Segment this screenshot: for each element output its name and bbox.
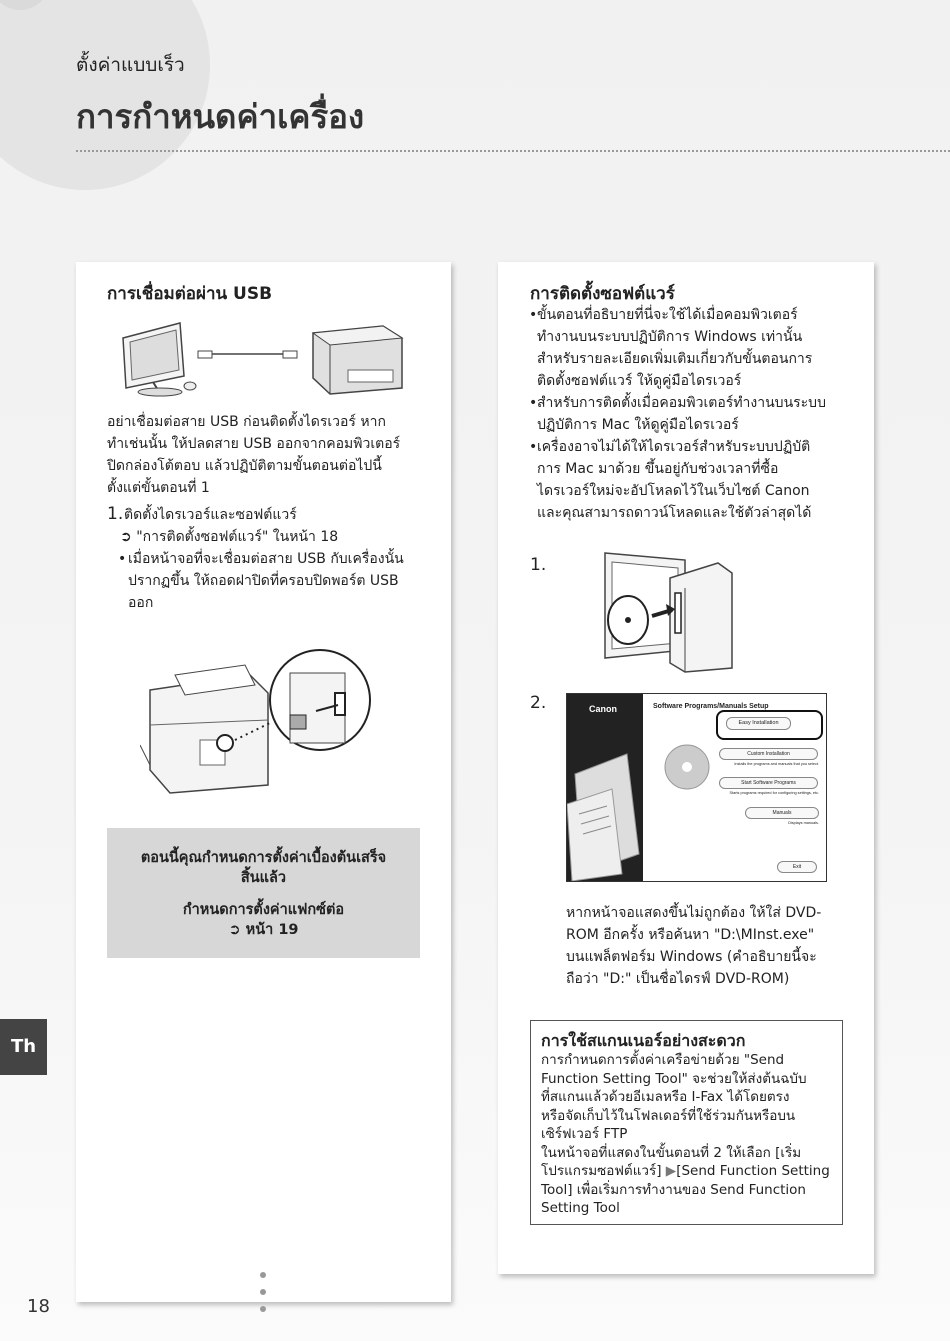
arrow-right-icon: ➲ — [120, 529, 137, 545]
scanner-tip-text: การกำหนดการตั้งค่าเครือข่ายด้วย "Send Function Setting Tool" จะช่วยให้ส่งต้นฉบับ ที่สแกนแล้วด้วยอีเมลหรือ I-Fax ได้โดยตรง หรือจัดเก็บไว้ในโฟลเดอร์ที่ใช้ร่วมกันหรือบน เซิร์ฟเวอร์ FTP ในหน้าจอที่แสดงในขั้นตอนที่ 2 ให้เลือก [เริ่ม โปรแกรมซอฟต์แวร์] ▶[Send Function Setting Tool] เพื่อเริ่มการทำงานของ Send Function Setting Tool — [541, 1052, 830, 1216]
triangle-right-icon: ▶ — [665, 1163, 677, 1179]
pc-tower-icon — [670, 563, 732, 672]
setup-screen: Canon Software Programs/Manuals Setup Easy Installation Custom Installation Installs the programs and manuals that you select. Start Software Programs Starts programs required for configuring settings, etc. Manuals Displays manuals. Exit — [566, 693, 827, 882]
document-collage-graphic — [567, 734, 643, 881]
software-heading: การติดตั้งซอฟต์แวร์ — [530, 284, 675, 304]
dvd-insert-illustration — [600, 548, 740, 674]
section-subtitle: ตั้งค่าแบบเร็ว — [76, 54, 185, 76]
setup-complete-note: ตอนนี้คุณกำหนดการตั้งค่าเบื้องต้นเสร็จ สิ้นแล้ว กำหนดการตั้งค่าแฟกซ์ต่อ ➲ หน้า 19 — [107, 828, 420, 958]
page-title: การกำหนดค่าเครื่อง — [76, 97, 365, 136]
right-step-1-number: 1. — [530, 555, 547, 575]
vertical-dots — [260, 1272, 268, 1323]
scanner-tip-title: การใช้สแกนเนอร์อย่างสะดวก — [541, 1031, 746, 1050]
printer-icon — [313, 326, 402, 394]
bullet-dot: • — [118, 551, 127, 567]
disc-graphic — [657, 722, 717, 822]
arrow-right-icon: ➲ — [228, 922, 246, 938]
language-tab: Th — [0, 1019, 47, 1075]
right-step-2-number: 2. — [530, 693, 547, 713]
setup-window-title: Software Programs/Manuals Setup — [653, 703, 769, 710]
exit-button[interactable]: Exit — [777, 861, 817, 873]
computer-monitor-icon — [123, 323, 196, 396]
title-divider — [76, 150, 950, 152]
mfp-printer-icon — [140, 665, 268, 793]
mac-driver-note: เครื่องอาจไม่ได้ให้ไดรเวอร์สำหรับระบบปฏิบัติ การ Mac มาด้วย ขึ้นอยู่กับช่วงเวลาที่ซื้อ ไดรเวอร์ใหม่จะอัปโหลดไว้ในเว็บไซต์ Canon และคุณสามารถดาวน์โหลดและใช้ตัวล่าสุดได้ — [537, 439, 812, 521]
usb-port-cover-note: เมื่อหน้าจอที่จะเชื่อมต่อสาย USB กับเครื่องนั้น ปรากฏขึ้น ให้ถอดฝาปิดที่ครอบปิดพอร์ต USB ออก — [128, 551, 404, 611]
install-software-link[interactable]: ➲ "การติดตั้งซอฟต์แวร์" ในหน้า 18 — [120, 529, 339, 545]
usb-port-illustration — [140, 645, 410, 800]
dvd-disc-icon — [608, 596, 648, 644]
fax-settings-link[interactable]: ➲ หน้า 19 — [228, 922, 299, 938]
usb-cable-illustration — [118, 318, 408, 398]
scanner-tip-box — [530, 1020, 843, 1225]
setup-sidebar — [567, 694, 643, 881]
canon-logo: Canon — [589, 704, 617, 714]
manuals-button[interactable]: Manuals — [745, 807, 819, 819]
highlight-ring — [716, 710, 823, 740]
left-step-1-text: ติดตั้งไดรเวอร์และซอฟต์แวร์ — [124, 507, 297, 523]
custom-installation-button[interactable]: Custom Installation — [719, 748, 818, 760]
usb-port-closeup — [270, 650, 370, 750]
dvd-rom-hint: หากหน้าจอแสดงขึ้นไม่ถูกต้อง ให้ใส่ DVD- ROM อีกครั้ง หรือค้นหา "D:\MInst.exe" บนแพล็ตฟอร์ม Windows (คำอธิบายนี้จะ ถือว่า "D:" เป็นชื่อไดรฟ์ DVD-ROM) — [566, 905, 822, 987]
mac-note: สำหรับการติดตั้งเมื่อคอมพิวเตอร์ทำงานบนระบบ ปฏิบัติการ Mac ให้ดูคู่มือไดรเวอร์ — [537, 395, 826, 433]
start-software-programs-button[interactable]: Start Software Programs — [719, 777, 818, 789]
page-number: 18 — [27, 1296, 50, 1317]
usb-heading: การเชื่อมต่อผ่าน USB — [107, 284, 273, 304]
windows-only-note: ขั้นตอนที่อธิบายที่นี่จะใช้ได้เมื่อคอมพิวเตอร์ ทำงานบนระบบปฏิบัติการ Windows เท่านั้น สำหรับรายละเอียดเพิ่มเติมเกี่ยวกับขั้นตอนการ ติดตั้งซอฟต์แวร์ ให้ดูคู่มือไดรเวอร์ — [537, 307, 813, 389]
easy-installation-button[interactable]: Easy Installation — [726, 717, 791, 730]
usb-intro: อย่าเชื่อมต่อสาย USB ก่อนติดตั้งไดรเวอร์ หาก ทำเช่นนั้น ให้ปลดสาย USB ออกจากคอมพิวเตอร์ ปิดกล่องโต้ตอบ แล้วปฏิบัติตามขั้นตอนต่อไปนี้ ตั้งแต่ขั้นตอนที่ 1 — [107, 414, 401, 496]
left-step-1-number: 1. — [107, 504, 124, 524]
